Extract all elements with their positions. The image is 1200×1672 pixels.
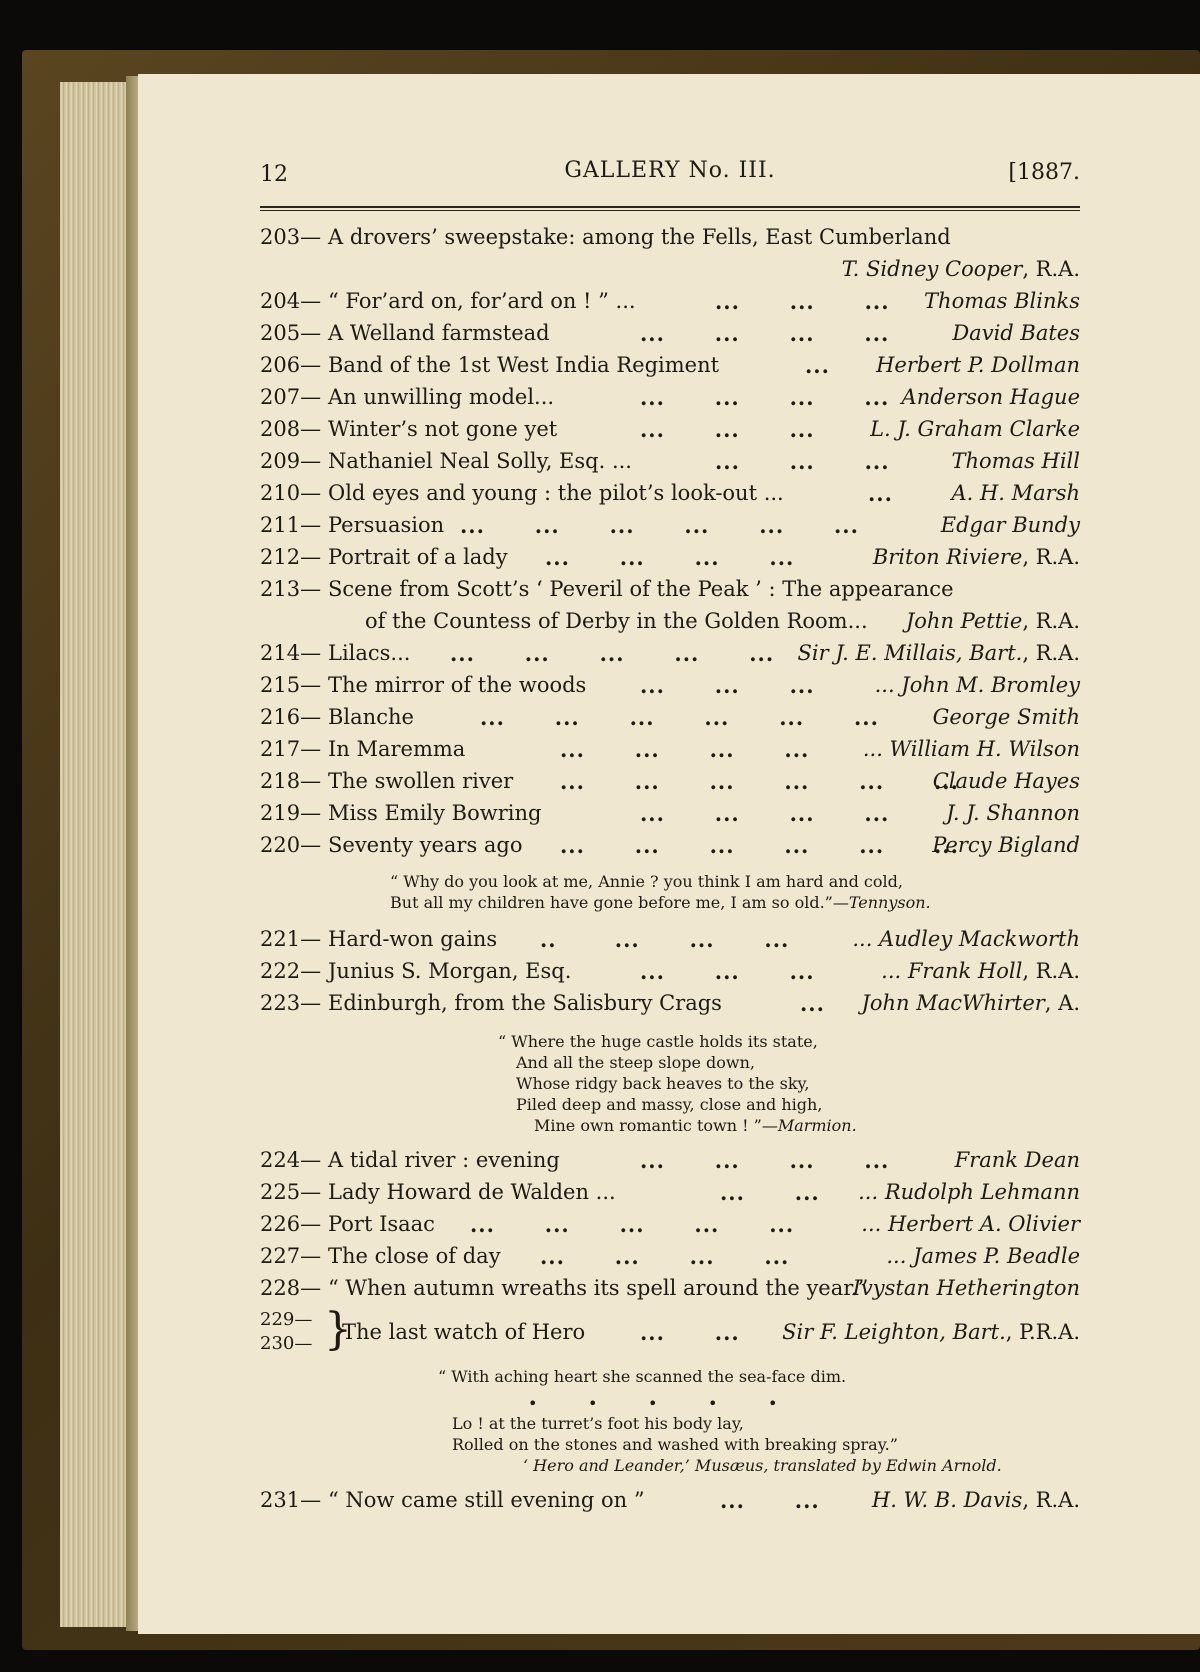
entry-number: 203— [260,225,322,249]
quotation-tennyson [390,871,1080,913]
entry-artist [870,417,1080,441]
artist-suffix: , R.A. [1022,609,1080,633]
entry-artist [932,833,1080,857]
entry-number: 211— [260,513,322,537]
entry-artist [933,769,1080,793]
catalogue-entry [260,1148,1080,1180]
entry-title: Portrait of a lady [328,545,508,569]
entry-title: Winter’s not gone yet [328,417,558,441]
artist-name: Edgar Bundy [940,513,1080,537]
quote-line-with-attribution [390,892,1080,913]
entry-number-pair [260,1308,312,1356]
artist-suffix: , R.A. [1022,545,1080,569]
entry-title: A Welland farmstead [328,321,550,345]
header-rule [260,206,1080,211]
artist-name: Percy Bigland [932,833,1080,857]
catalogue-entry [260,737,1080,769]
quote-line: And all the steep slope down, [516,1053,755,1072]
entry-title: Nathaniel Neal Solly, Esq. ... [328,449,632,473]
quote-line-with-attribution [498,1115,1080,1136]
artist-suffix: , R.A. [1022,959,1080,983]
entry-title: Persuasion [328,513,445,537]
entry-number: 206— [260,353,322,377]
artist-name: John Pettie [905,609,1023,633]
page-header [260,154,1080,194]
catalogue-entry [260,577,1080,609]
entry-number: 212— [260,545,322,569]
catalogue-entry [260,673,1080,705]
catalogue-entry [260,321,1080,353]
entry-artist [872,1488,1080,1512]
entry-title: A drovers’ sweepstake: among the Fells, East Cumberland [328,225,951,249]
quote-attribution: ‘ Hero and Leander,’ Musæus, translated by Edwin Arnold. [523,1456,1002,1475]
leader-dots: ... ... ... [640,673,815,698]
entry-number: 207— [260,385,322,409]
artist-suffix: , P.R.A. [1005,1320,1080,1344]
artist-suffix: , A. [1044,991,1080,1015]
entry-title: “ For’ard on, for’ard on ! ” ... [328,289,636,313]
entry-artist [906,609,1080,633]
leader-dots: ... ... ... ... [640,321,890,346]
entry-title: Hard-won gains [328,927,498,951]
artist-name: J. J. Shannon [946,801,1080,825]
entry-title: Seventy years ago [328,833,523,857]
quotation-marmion [498,1031,1080,1136]
quote-line: “ With aching heart she scanned the sea-face dim. [438,1367,847,1386]
entry-title: Band of the 1st West India Regiment [328,353,720,377]
catalogue-entry [260,833,1080,865]
artist-name: Briton Riviere [872,545,1023,569]
artist-name: ... James P. Beadle [886,1244,1080,1268]
leader-dots: ... ... [640,1320,740,1345]
artist-name: A. H. Marsh [951,481,1080,505]
leader-dots: ... ... ... ... [640,1148,890,1173]
artist-name: ... Rudolph Lehmann [858,1180,1080,1204]
entry-number: 222— [260,959,322,983]
leader-dots: ... ... ... ... [640,801,890,826]
catalogue-entry [260,353,1080,385]
entry-number: 213— [260,577,322,601]
entry-artist [863,737,1080,761]
artist-name: Thomas Blinks [924,289,1080,313]
artist-name: L. J. Graham Clarke [870,417,1080,441]
catalogue-entry [260,1212,1080,1244]
entry-title: “ When autumn wreaths its spell around the year.” [328,1276,869,1300]
ellipsis-dots: • • • • • [528,1394,778,1413]
artist-suffix: , R.A. [1022,641,1080,665]
catalogue-entry [260,513,1080,545]
entry-number: 217— [260,737,322,761]
catalogue-entry [260,1276,1080,1308]
entry-artist [853,1276,1080,1300]
leader-dots: ... ... ... ... ... ... [480,705,879,730]
artist-name: T. Sidney Cooper [841,257,1023,281]
entry-title: Old eyes and young : the pilot’s look-out ... [328,481,784,505]
entry-number: 204— [260,289,322,313]
entry-title: Port Isaac [328,1212,435,1236]
catalogue-entry [260,417,1080,449]
leader-dots: ... ... ... [640,959,815,984]
entry-artist [852,927,1080,951]
entry-artist [886,1244,1080,1268]
entry-title: Edinburgh, from the Salisbury Crags [328,991,722,1015]
leader-dots: ... ... ... ... [640,385,890,410]
entry-title: The swollen river [328,769,514,793]
entry-number: 209— [260,449,322,473]
entry-artist [881,959,1080,983]
leader-dots: ... ... ... ... ... ... [460,513,859,538]
entry-artist [861,991,1080,1015]
catalogue-entry [260,1488,1080,1520]
entry-number: 231— [260,1488,322,1512]
entry-number: 220— [260,833,322,857]
entry-number: 208— [260,417,322,441]
quote-line: Piled deep and massy, close and high, [516,1095,823,1114]
artist-name: Frank Dean [954,1148,1080,1172]
entry-title: “ Now came still evening on ” [328,1488,645,1512]
leader-dots: ... ... ... ... ... ... [560,833,959,858]
leader-dots: ... ... ... ... [545,545,795,570]
entry-title: A tidal river : evening [328,1148,560,1172]
leader-dots: ... ... ... ... [560,737,810,762]
entry-artist [946,801,1080,825]
brace-glyph: } [324,1304,352,1355]
entry-number: 215— [260,673,322,697]
artist-suffix: , R.A. [1022,1488,1080,1512]
entry-title: Lady Howard de Walden ... [328,1180,616,1204]
catalogue-entry [260,481,1080,513]
entry-artist [902,385,1080,409]
artist-name: Anderson Hague [901,385,1080,409]
entry-artist [873,545,1080,569]
quote-attribution: Marmion. [777,1116,857,1135]
artist-name: Sir F. Leighton, Bart. [782,1320,1006,1344]
entry-title: Blanche [328,705,414,729]
catalogue-entry [260,289,1080,321]
entry-artist [858,1180,1080,1204]
catalogue-entry [260,991,1080,1023]
entry-number: 205— [260,321,322,345]
catalogue-entry-artist-line [260,257,1080,289]
quotation-hero [438,1366,1080,1476]
leader-dots: ... ... [720,1180,820,1205]
entry-artist [924,289,1080,313]
entry-artist [798,641,1080,665]
page-content [260,154,1080,1520]
leader-dots: ... ... [720,1488,820,1513]
leader-dots: ... [868,481,893,506]
artist-name: Thomas Hill [951,449,1080,473]
entry-number: 210— [260,481,322,505]
entry-artist [955,1148,1080,1172]
artist-name: Claude Hayes [932,769,1080,793]
artist-name: Sir J. E. Millais, Bart. [797,641,1023,665]
artist-name: David Bates [952,321,1080,345]
catalogue-entry [260,927,1080,959]
catalogue-entry [260,1180,1080,1212]
entry-title: Junius S. Morgan, Esq. [328,959,572,983]
quote-line: “ Why do you look at me, Annie ? you think I am hard and cold, [390,872,903,891]
artist-name: H. W. B. Davis [871,1488,1023,1512]
entry-artist [861,1212,1080,1236]
entry-number: 226— [260,1212,322,1236]
catalogue-entry [260,769,1080,801]
artist-name: ... William H. Wilson [862,737,1080,761]
entry-artist [952,321,1080,345]
entry-artist [782,1320,1080,1344]
entry-title: The last watch of Hero [342,1320,586,1344]
entry-artist [933,705,1080,729]
artist-name: Herbert P. Dollman [876,353,1080,377]
artist-name: ... Herbert A. Olivier [861,1212,1080,1236]
artist-name: ... Audley Mackworth [852,927,1080,951]
leader-dots: ... [805,353,830,378]
artist-name: ... John M. Bromley [874,673,1080,697]
catalogue-entry [260,959,1080,991]
artist-name: Ivystan Hetherington [852,1276,1080,1300]
entry-number: 229— [260,1309,313,1330]
entry-title: The mirror of the woods [328,673,587,697]
entry-title: In Maremma [328,737,466,761]
leader-dots: ... ... ... ... ... [450,641,775,666]
quote-attribution: Tennyson. [848,893,931,912]
quote-line: Lo ! at the turret’s foot his body lay, [452,1414,744,1433]
quote-line: Rolled on the stones and washed with breaking spray.” [452,1435,898,1454]
catalogue-entry [260,385,1080,417]
leader-dots: ... ... ... ... ... ... [560,769,959,794]
catalogue-entry [260,641,1080,673]
entry-title: Lilacs... [328,641,411,665]
leader-dots: ... ... ... [715,289,890,314]
entry-number: 225— [260,1180,322,1204]
entry-number: 227— [260,1244,322,1268]
entry-number: 214— [260,641,322,665]
entry-number: 228— [260,1276,322,1300]
entry-number: 216— [260,705,322,729]
page-number: 12 [260,162,288,187]
entry-artist [875,673,1080,697]
artist-name: ... Frank Holl [881,959,1023,983]
entry-title: An unwilling model... [328,385,555,409]
catalogue-entry [260,449,1080,481]
quote-line: Mine own romantic town ! ”— [534,1116,778,1135]
catalogue-entry-paired [260,1304,1080,1360]
entry-number: 219— [260,801,322,825]
quote-line: But all my children have gone before me, I am so old.”— [390,893,849,912]
entry-number: 230— [260,1333,313,1354]
running-title: GALLERY No. III. [564,158,776,183]
catalogue-entry [260,705,1080,737]
entry-number: 221— [260,927,322,951]
entry-artist [941,513,1080,537]
quote-line: “ Where the huge castle holds its state, [498,1032,818,1051]
catalogue-entry-continuation [260,609,1080,641]
leader-dots: .. ... ... ... [540,927,790,952]
leader-dots: ... ... ... ... ... [470,1212,795,1237]
catalogue-entry [260,1244,1080,1276]
entry-artist [951,481,1080,505]
catalogue-entry [260,545,1080,577]
entry-title: Miss Emily Bowring [328,801,542,825]
leader-dots: ... ... ... [715,449,890,474]
leader-dots: ... ... ... ... [540,1244,790,1269]
artist-name: George Smith [932,705,1080,729]
catalogue-entry [260,801,1080,833]
catalogue-page [138,74,1200,1634]
entry-title: The close of day [328,1244,501,1268]
leader-dots: ... [800,991,825,1016]
entry-artist [951,449,1080,473]
leader-dots: ... ... ... [640,417,815,442]
entry-number: 224— [260,1148,322,1172]
entry-number: 223— [260,991,322,1015]
entry-number: 218— [260,769,322,793]
quote-line: Whose ridgy back heaves to the sky, [516,1074,810,1093]
entry-artist [876,353,1080,377]
artist-name: John MacWhirter [861,991,1045,1015]
entry-title: Scene from Scott’s ‘ Peveril of the Peak ’ : The appearance [328,577,954,601]
artist-suffix: , R.A. [1022,257,1080,281]
catalogue-entry [260,225,1080,257]
year-label: [1887. [1008,160,1080,185]
entry-title-continuation: of the Countess of Derby in the Golden Room... [365,609,868,633]
entry-artist [842,257,1080,281]
